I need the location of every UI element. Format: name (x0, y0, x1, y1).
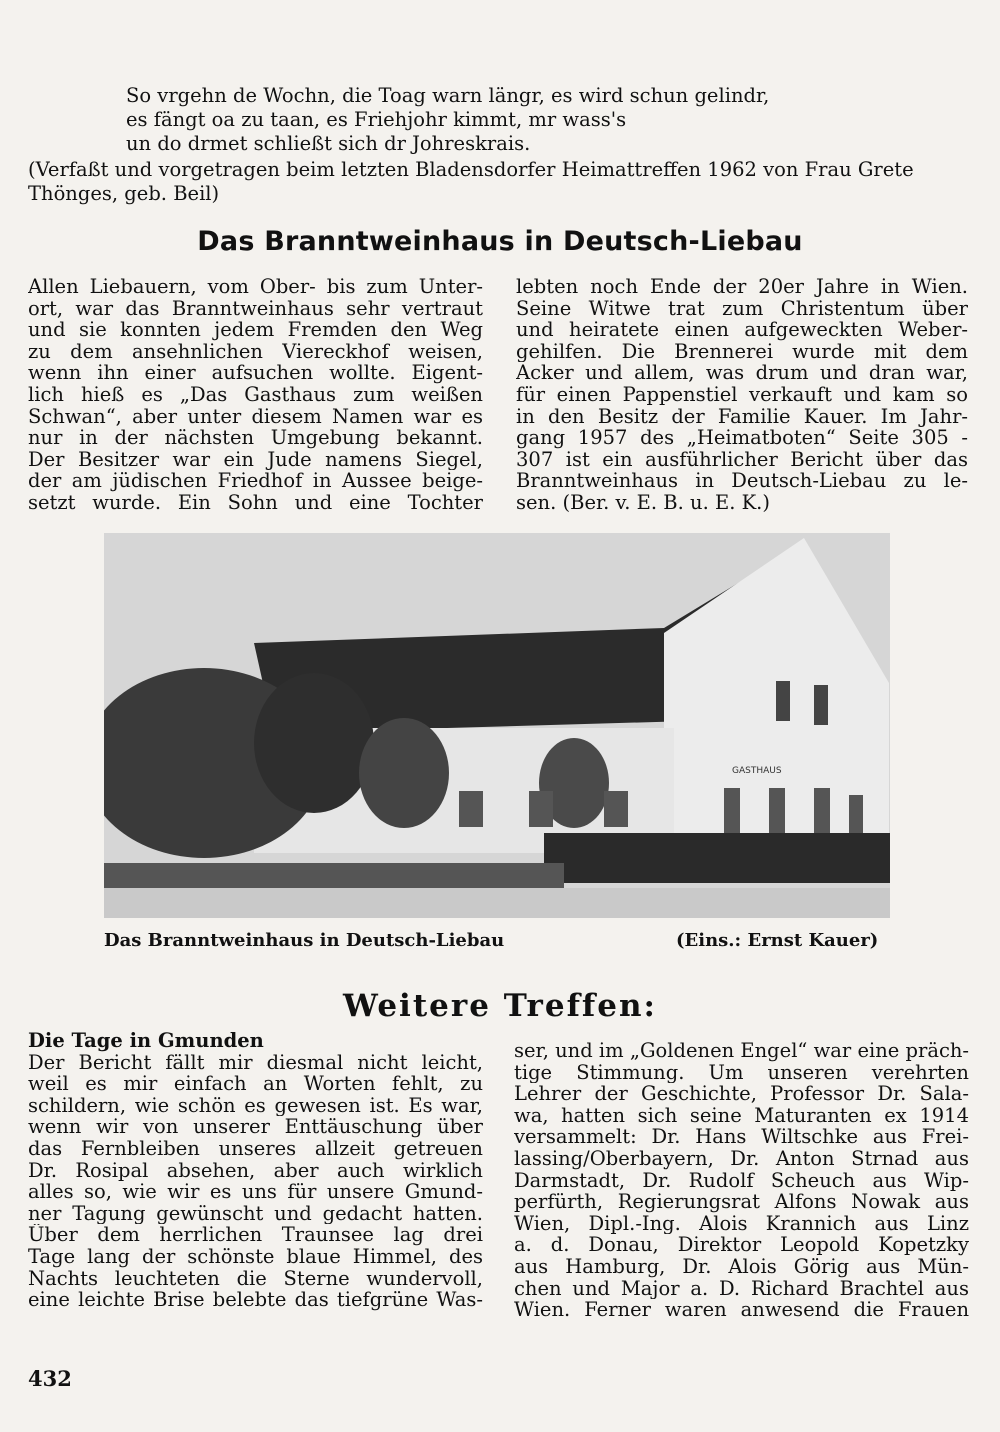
text-line: 307 ist ein ausführlicher Bericht über das (516, 448, 968, 471)
text-line: Tage lang der schönste blaue Himmel, des (28, 1245, 483, 1268)
text-line: setzt wurde. Ein Sohn und eine Tochter (28, 491, 483, 514)
poem-credit: (Verfaßt und vorgetragen beim letzten Bladensdorfer Heimattreffen 1962 von Frau Grete Thönges, geb. Beil) (28, 158, 914, 205)
text-line: lebten noch Ende der 20er Jahre in Wien. (516, 276, 968, 298)
text-line: perfürth, Regierungsrat Alfons Nowak aus (514, 1191, 969, 1213)
text-line: Branntweinhaus in Deutsch-Liebau zu le- (516, 470, 968, 492)
text-line: chen und Major a. D. Richard Brachtel aus (514, 1277, 969, 1300)
poem-line: un do drmet schließt sich dr Johreskrais. (126, 132, 531, 155)
text-line: tige Stimmung. Um unseren verehrten (514, 1061, 969, 1084)
photo-sign-text: GASTHAUS (732, 766, 782, 776)
article-column-left (28, 276, 483, 514)
page-number: 432 (28, 1366, 72, 1391)
text-line: alles so, wie wir es uns für unsere Gmund- (28, 1181, 483, 1203)
text-line: nur in der nächsten Umgebung bekannt. (28, 427, 483, 449)
article-column-right (516, 276, 968, 514)
text-line: aus Hamburg, Dr. Alois Görig aus Mün- (514, 1255, 969, 1278)
poem-stanza (126, 84, 846, 156)
text-line: schildern, wie schön es gewesen ist. Es war, (28, 1094, 483, 1117)
text-line: und sie konnten jedem Fremden den Weg (28, 319, 483, 341)
text-line: Lehrer der Geschichte, Professor Dr. Sala- (514, 1083, 969, 1105)
article-column-right (514, 1040, 969, 1321)
text-line: Seine Witwe trat zum Christentum über (516, 297, 968, 320)
text-line: eine leichte Brise belebte das tiefgrüne Was- (28, 1289, 483, 1311)
text-line: wenn wir von unserer Enttäuschung über (28, 1116, 483, 1138)
photo-credit: (Eins.: Ernst Kauer) (676, 930, 879, 951)
text-line: Der Besitzer war ein Jude namens Siegel, (28, 448, 483, 471)
text-line: in den Besitz der Familie Kauer. Im Jahr- (516, 405, 968, 428)
text-line: ser, und im „Goldenen Engel“ war eine präch- (514, 1040, 969, 1062)
text-line: wa, hatten sich seine Maturanten ex 1914 (514, 1104, 969, 1127)
text-line: und heiratete einen aufgeweckten Weber- (516, 319, 968, 341)
building-photo-illustration (104, 533, 890, 918)
text-line: sen. (Ber. v. E. B. u. E. K.) (516, 491, 770, 514)
text-line: a. d. Donau, Direktor Leopold Kopetzky (514, 1234, 969, 1256)
text-line: Acker und allem, was drum und dran war, (516, 362, 968, 384)
text-line: Allen Liebauern, vom Ober- bis zum Unter- (28, 276, 483, 298)
text-line: Wien, Dipl.-Ing. Alois Krannich aus Linz (514, 1212, 969, 1235)
text-line: lassing/Oberbayern, Dr. Anton Strnad aus (514, 1147, 969, 1170)
text-line: ort, war das Branntweinhaus sehr vertraut (28, 297, 483, 320)
article-column-left (28, 1030, 483, 1311)
text-line: für einen Pappenstiel verkauft und kam so (516, 383, 968, 406)
text-line: Über dem herrlichen Traunsee lag drei (28, 1224, 483, 1246)
text-line: weil es mir einfach an Worten fehlt, zu (28, 1073, 483, 1095)
text-line: Nachts leuchteten die Sterne wundervoll, (28, 1267, 483, 1290)
text-line: wenn ihn einer aufsuchen wollte. Eigent- (28, 362, 483, 384)
text-line: Schwan“, aber unter diesem Namen war es (28, 405, 483, 428)
text-line: zu dem ansehnlichen Viereckhof weisen, (28, 340, 483, 363)
text-line: der am jüdischen Friedhof in Aussee beige- (28, 470, 483, 492)
poem-line: es fängt oa zu taan, es Friehjohr kimmt, mr wass's (126, 108, 627, 131)
section-title: Weitere Treffen: (343, 988, 657, 1024)
building-photo (104, 533, 890, 918)
article-title: Das Branntweinhaus in Deutsch-Liebau (197, 226, 803, 257)
article-subtitle: Die Tage in Gmunden (28, 1030, 264, 1052)
text-line: das Fernbleiben unseres allzeit getreuen (28, 1137, 483, 1160)
text-line: lich hieß es „Das Gasthaus zum weißen (28, 383, 483, 406)
text-line: Wien. Ferner waren anwesend die Frauen (514, 1299, 969, 1321)
poem-line: So vrgehn de Wochn, die Toag warn längr, es wird schun gelindr, (126, 84, 770, 107)
text-line: Darmstadt, Dr. Rudolf Scheuch aus Wip- (514, 1169, 969, 1192)
text-line: gang 1957 des „Heimatboten“ Seite 305 - (516, 427, 968, 449)
text-line: gehilfen. Die Brennerei wurde mit dem (516, 340, 968, 363)
text-line: versammelt: Dr. Hans Wiltschke aus Frei- (514, 1126, 969, 1148)
text-line: Dr. Rosipal absehen, aber auch wirklich (28, 1159, 483, 1182)
photo-caption: Das Branntweinhaus in Deutsch-Liebau (104, 930, 505, 951)
text-line: ner Tagung gewünscht und gedacht hatten. (28, 1202, 483, 1225)
text-line: Der Bericht fällt mir diesmal nicht leicht, (28, 1051, 483, 1074)
